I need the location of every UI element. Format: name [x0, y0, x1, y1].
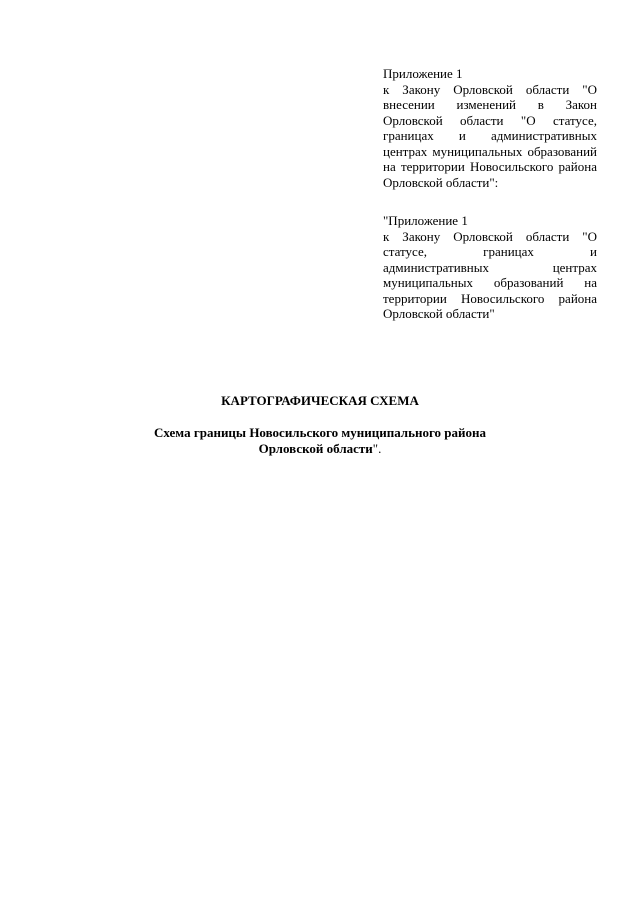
map-scheme-closing-quote: ".: [372, 441, 382, 456]
appendix-amendment-block: [383, 66, 597, 190]
map-scheme-subtitle-line2-wrapper: [0, 441, 640, 457]
map-scheme-subtitle: [0, 425, 640, 457]
map-scheme-subtitle-line1: Схема границы Новосильского муниципального района: [153, 425, 487, 440]
appendix-amendment-text: к Закону Орловской области "О внесении изменений в Закон Орловской области "О статусе, границах и административных центрах муниципальных образований на территории Новосильского района Орловской области":: [383, 81, 597, 190]
appendix-original-heading: "Приложение 1: [383, 213, 468, 228]
appendix-original-block: [383, 213, 597, 322]
map-scheme-subtitle-line2: Орловской области: [258, 441, 373, 456]
appendix-amendment-heading: Приложение 1: [383, 66, 463, 81]
appendix-original-text: к Закону Орловской области "О статусе, границах и административных центрах муниципальных образований на территории Новосильского района Орловской области": [383, 228, 597, 321]
map-scheme-title: КАРТОГРАФИЧЕСКАЯ СХЕМА: [221, 393, 419, 408]
